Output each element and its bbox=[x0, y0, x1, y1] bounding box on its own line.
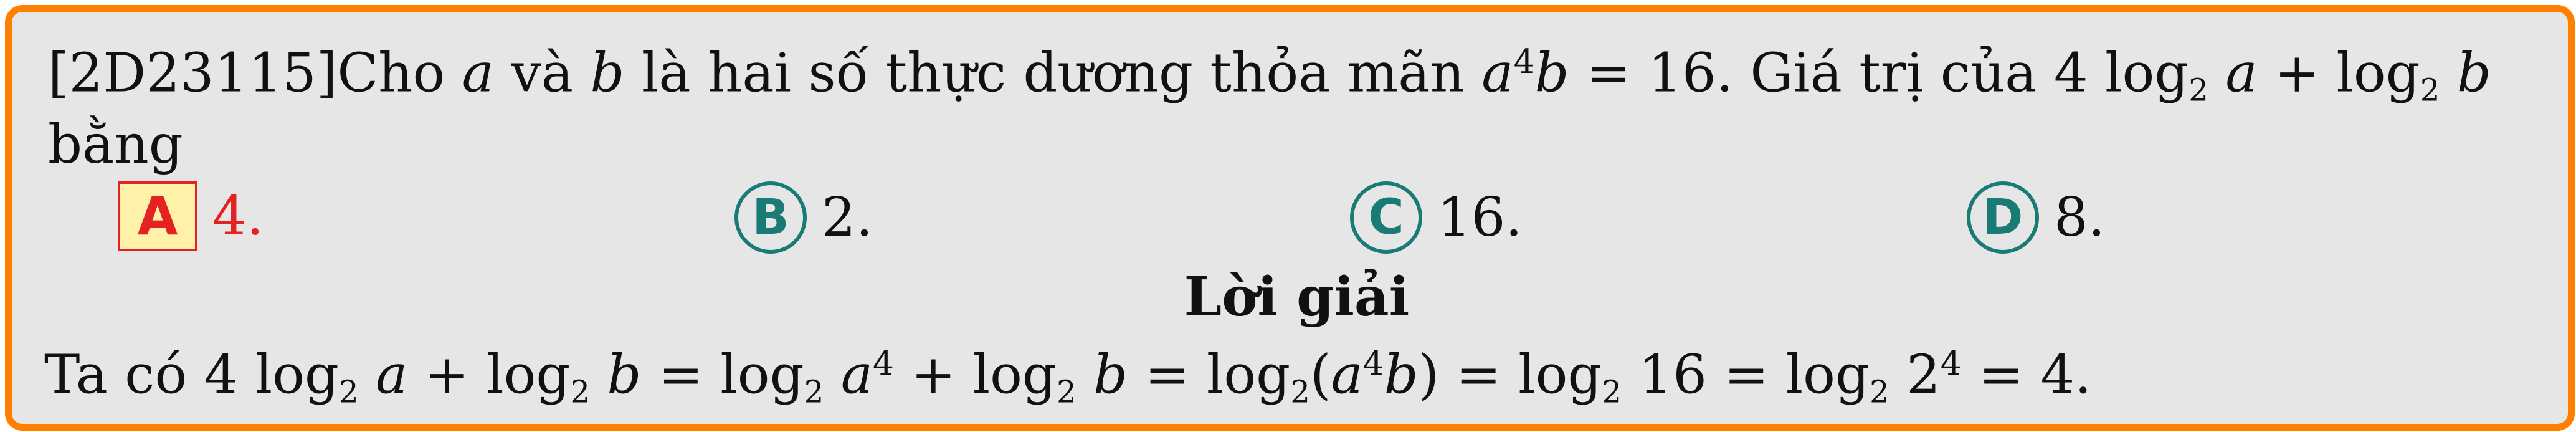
solution-line: Ta có 4 $\log_2 a + \log_2 b = \log_2 a^4 + \log_2 b = \log_2(a^4b) = \log_2 16 = \log_2 2^4 = 4$. bbox=[44, 343, 2092, 410]
option-c-badge: C bbox=[1350, 181, 1422, 254]
option-d-badge: D bbox=[1967, 181, 2039, 254]
option-b-text: 2. bbox=[822, 186, 873, 249]
option-b-badge: B bbox=[734, 181, 807, 254]
option-c[interactable] bbox=[1350, 181, 1523, 256]
option-a[interactable] bbox=[118, 181, 264, 256]
question-line-1: [2D23115]Cho a và b là hai số thực dương thỏa mãn $a^4b = 16$. Giá trị của 4 $\log_2 a + \log_2 b$ bbox=[48, 42, 2491, 108]
option-c-text: 16. bbox=[1437, 186, 1523, 249]
option-b[interactable] bbox=[734, 181, 873, 256]
option-d[interactable] bbox=[1967, 181, 2105, 256]
solution-heading: Lời giải bbox=[1184, 266, 1410, 329]
question-line-2: bằng bbox=[48, 113, 183, 176]
question-card bbox=[5, 5, 2575, 431]
option-a-badge: A bbox=[118, 181, 197, 251]
question-code: [2D23115] bbox=[48, 42, 338, 105]
option-a-text: 4. bbox=[212, 185, 264, 247]
var-b: b bbox=[590, 42, 625, 105]
option-d-text: 8. bbox=[2054, 186, 2106, 249]
var-a: a bbox=[462, 42, 494, 105]
